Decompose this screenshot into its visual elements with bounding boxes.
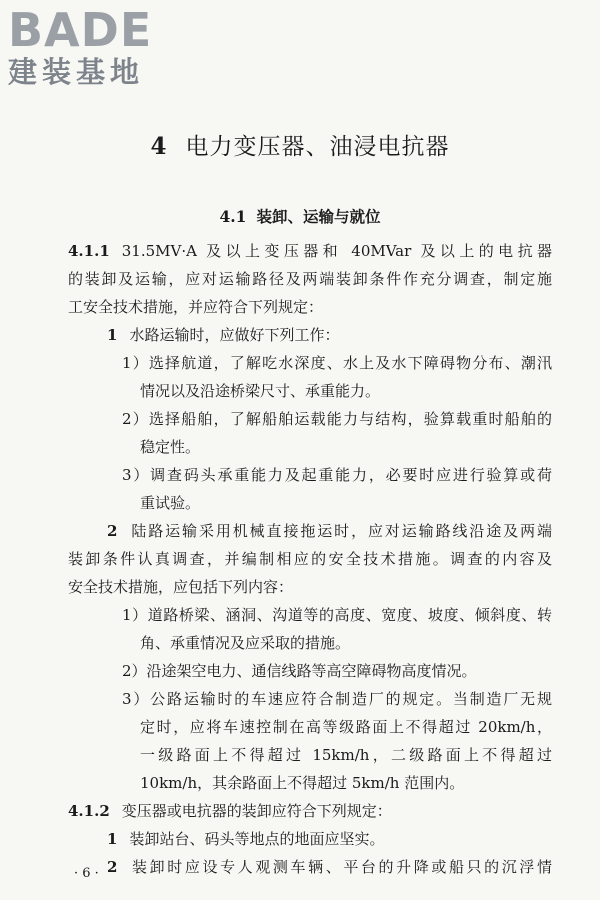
page-number: · 6 · <box>74 866 99 881</box>
item-text: 陆路运输采用机械直接拖运时，应对运输路线沿途及两端 <box>129 522 552 540</box>
item-1-2-line2: 稳定性。 <box>140 438 201 456</box>
item-1 <box>68 321 552 349</box>
chapter-number: 4 <box>150 133 168 160</box>
item-text: 水路运输时，应做好下列工作： <box>129 326 340 344</box>
item-label: 1 <box>107 326 118 344</box>
item-label: 2 <box>107 858 118 876</box>
item-1-3-line2: 重试验。 <box>140 494 201 512</box>
chapter-title <box>0 128 600 161</box>
item-2-1-line2: 角、承重情况及应采取的措施。 <box>140 634 351 652</box>
item-1-1-line1: 1）选择航道，了解吃水深度、水上及水下障碍物分布、潮汛 <box>122 354 552 372</box>
clause-label: 4.1.1 <box>68 242 110 260</box>
item-text: 装卸时应设专人观测车辆、平台的升降或船只的沉浮情 <box>129 858 552 876</box>
item-2-3-line1: 3）公路运输时的车速应符合制造厂的规定。当制造厂无规 <box>122 690 552 708</box>
item-2-line3: 安全技术措施，应包括下列内容： <box>68 578 294 596</box>
item-2-3-line2: 定时，应将车速控制在高等级路面上不得超过 20km/h， <box>140 718 552 736</box>
section-title-text: 装卸、运输与就位 <box>256 207 381 226</box>
bade-logo <box>8 3 180 89</box>
item-1-3-line1: 3）调查码头承重能力及起重能力，必要时应进行验算或荷 <box>122 466 552 484</box>
item-text: 装卸站台、码头等地点的地面应坚实。 <box>129 830 385 848</box>
item-2-3-line3: 一级路面上不得超过 15km/h，二级路面上不得超过 <box>140 746 552 764</box>
clause-4-1-2 <box>68 797 552 825</box>
clause-text: 31.5MV·A 及以上变压器和 40MVar 及以上的电抗器 <box>121 242 552 260</box>
clause-4-1-1-line3: 工安全技术措施，并应符合下列规定： <box>68 298 324 316</box>
section-number: 4.1 <box>219 207 247 226</box>
clause-4-1-1-line1 <box>68 237 552 265</box>
item-1-2-line1: 2）选择船舶，了解船舶运载能力与结构，验算载重时船舶的 <box>122 410 552 428</box>
item-2-line1 <box>68 517 552 545</box>
section-title <box>0 205 600 227</box>
item-label: 2 <box>107 522 118 540</box>
document-body <box>68 237 552 881</box>
item-1-1-line2: 情况以及沿途桥梁尺寸、承重能力。 <box>140 382 381 400</box>
chapter-title-text: 电力变压器、油浸电抗器 <box>185 134 450 160</box>
clause-4-1-2-item-2 <box>68 853 552 881</box>
clause-4-1-1-line2: 的装卸及运输，应对运输路径及两端装卸条件作充分调查，制定施 <box>68 270 552 288</box>
item-2-1-line1: 1）道路桥梁、涵洞、沟道等的高度、宽度、坡度、倾斜度、转 <box>122 606 552 624</box>
clause-4-1-2-item-1 <box>68 825 552 853</box>
item-2-3-line4: 10km/h，其余路面上不得超过 5km/h 范围内。 <box>140 774 465 792</box>
item-2-2-line1: 2）沿途架空电力、通信线路等高空障碍物高度情况。 <box>122 662 477 680</box>
logo-subtitle: 建装基地 <box>8 55 145 89</box>
logo-wordmark: BADE <box>8 3 153 57</box>
clause-text: 变压器或电抗器的装卸应符合下列规定： <box>121 802 392 820</box>
clause-label: 4.1.2 <box>68 802 110 820</box>
item-label: 1 <box>107 830 118 848</box>
item-2-line2: 装卸条件认真调查，并编制相应的安全技术措施。调查的内容及 <box>68 550 552 568</box>
